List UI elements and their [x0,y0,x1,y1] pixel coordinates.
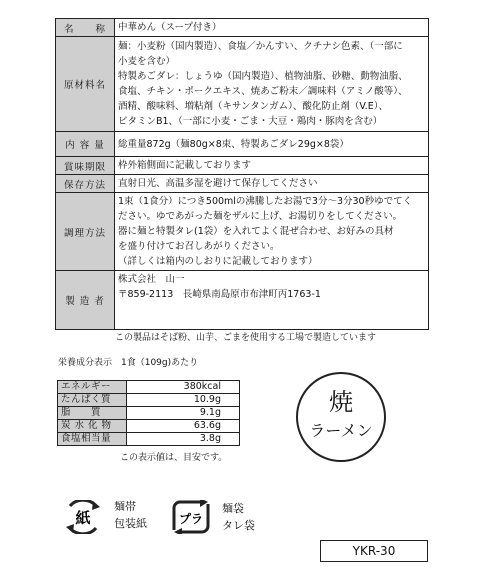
nutrition-table [57,380,240,446]
ingredients-line: 酒精、酸味料、増粘剤（キサンタンガム）、酸化防止剤（V.E）、 [118,101,388,112]
paper-recycle-icon [62,500,104,534]
nutrition-name: 炭 水 化 物 [58,420,127,433]
row-maker [56,271,429,330]
nutrition-row [58,420,240,433]
product-code: YKR-30 [320,540,428,562]
ingredients-line: 特製あごダレ：しょうゆ（国内製造）、植物油脂、砂糖、動物油脂、 [118,71,408,82]
nutrition-value: 3.8g [127,433,240,446]
nutrition-name: たんぱく質 [58,394,127,407]
plastic-recycle-icon [170,500,212,534]
nutrition-name: 食塩相当量 [58,433,127,446]
row-preparation [56,193,429,271]
nutrition-title: 栄養成分表示 1食（109g)あたり [58,358,199,368]
nutrition-name: エネルギー [58,381,127,394]
row-storage [56,175,429,193]
nutrition-name: 脂 質 [58,407,127,420]
paper-mark-text: 紙 [75,509,91,527]
ingredient-label-table [55,18,429,330]
paper-recycle-line: 包装紙 [114,517,147,530]
ingredients-line: 麺：小麦粉（国内製造）、食塩／かんすい、クチナシ色素、（一部に [118,41,403,52]
allergen-note: この製品はそば粉、山芋、ごまを使用する工場で製造しています [115,333,377,343]
preparation-header: 調理方法 [56,193,115,271]
preparation-line: 器に麺と特製タレ(1袋）を入れてよく混ぜ合わせ、お好みの具材 [118,226,394,237]
nutrition-value: 380kcal [127,381,240,394]
plastic-recycle-line: 麺袋 [222,502,244,515]
nutrition-row [58,394,240,407]
nutrition-row [58,407,240,420]
yaki-ramen-stamp [296,372,386,462]
row-name [56,19,429,37]
nutrition-note: この表示値は、目安です。 [120,453,228,463]
plastic-recycle-label [222,500,255,534]
stamp-bottom-text: ラーメン [309,421,373,440]
ingredients-line: ビタミンB1、（一部に小麦・ごま・大豆・鶏肉・豚肉を含む） [118,116,383,127]
nutrition-row [58,433,240,446]
storage-value: 直射日光、高温多湿を避けて保存してください [115,175,429,193]
nutrition-value: 63.6g [127,420,240,433]
paper-recycle-line: 麺帯 [114,500,136,513]
ingredients-line: 食塩、チキン・ポークエキス、焼あご粉末／調味料（アミノ酸等）、 [118,86,408,97]
maker-header: 製 造 者 [56,271,115,330]
best-before-header: 賞味期限 [56,157,115,175]
row-best-before [56,157,429,175]
name-value: 中華めん（スープ付き） [115,19,429,37]
stamp-top-text: 焼 [329,388,353,416]
content-value: 総重量872g（麺80g×8束、特製あごダレ29g×8袋） [115,132,429,157]
nutrition-value: 9.1g [127,407,240,420]
row-content [56,132,429,157]
preparation-line: ださい。ゆであがった麺をザルに上げ、お湯切りをしてください。 [118,211,403,222]
name-header: 名 称 [56,19,115,37]
preparation-line: を盛り付けてお召しあがりください。 [118,241,280,252]
plastic-mark-text: プラ [178,512,204,526]
preparation-line: （詳しくは箱内のしおりに記載しております） [118,256,318,267]
nutrition-value: 10.9g [127,394,240,407]
ingredients-value [115,37,429,132]
ingredients-line: 小麦を含む） [118,56,176,67]
best-before-value: 枠外箱側面に記載しております [115,157,429,175]
row-ingredients [56,37,429,132]
maker-line: 〒859-2113 長崎県南島原市布津町丙1763-1 [118,289,321,300]
maker-line: 株式会社 山一 [118,274,185,285]
content-header: 内 容 量 [56,132,115,157]
storage-header: 保存方法 [56,175,115,193]
ingredients-header: 原材料名 [56,37,115,132]
plastic-recycle-line: タレ袋 [222,519,255,532]
paper-recycle-label [114,498,147,532]
preparation-value [115,193,429,271]
preparation-line: 1束（1食分）につき500mlの沸騰したお湯で3分～3分30秒ゆでてく [118,196,413,207]
nutrition-row [58,381,240,394]
maker-value [115,271,429,330]
